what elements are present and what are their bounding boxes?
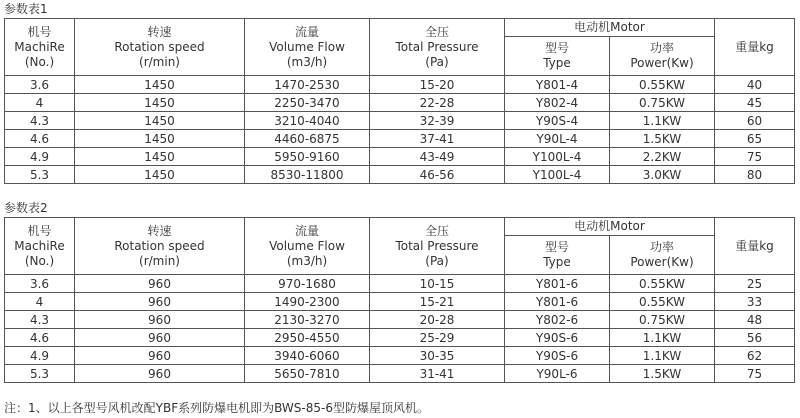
speed-header-line: 转速 [147, 223, 172, 238]
pressure-cell: 20-28 [370, 311, 505, 329]
machine-no-cell: 3.6 [5, 76, 75, 94]
speed-header-line: (r/min) [139, 253, 180, 268]
weight-header: 重量kg [715, 19, 795, 76]
flow-header-line: 流量 [294, 223, 319, 238]
speed-header [75, 19, 245, 76]
machine-header-line: MachiRe [14, 39, 65, 54]
machine-no-cell: 4.9 [5, 148, 75, 166]
table-row [5, 311, 795, 329]
pressure-cell: 15-20 [370, 76, 505, 94]
power-cell: 0.55KW [610, 293, 715, 311]
pressure-cell: 22-28 [370, 94, 505, 112]
speed-cell: 1450 [75, 130, 245, 148]
speed-cell: 960 [75, 347, 245, 365]
table-row [5, 166, 795, 184]
speed-header-line: Rotation speed [114, 238, 205, 253]
machine-no-cell: 3.6 [5, 275, 75, 293]
table-row [5, 347, 795, 365]
pressure-cell: 30-35 [370, 347, 505, 365]
footnote: 注：1、以上各型号风机改配YBF系列防爆电机即为BWS-85-6型防爆屋顶风机。 [4, 401, 429, 415]
motor-power-header-line: 功率 [649, 41, 674, 55]
power-cell: 1.1KW [610, 112, 715, 130]
flow-cell: 2250-3470 [245, 94, 370, 112]
table-row [5, 130, 795, 148]
flow-header [245, 218, 370, 275]
motor-power-header-line: Power(Kw) [630, 56, 694, 70]
weight-cell: 45 [715, 94, 795, 112]
speed-cell: 960 [75, 365, 245, 383]
flow-cell: 8530-11800 [245, 166, 370, 184]
power-cell: 0.55KW [610, 275, 715, 293]
motor-type-cell: Y801-6 [505, 275, 610, 293]
pressure-cell: 10-15 [370, 275, 505, 293]
machine-header [5, 19, 75, 76]
table-row [5, 148, 795, 166]
machine-header-line: (No.) [24, 54, 55, 69]
flow-header [245, 19, 370, 76]
power-cell: 1.5KW [610, 130, 715, 148]
machine-header-line: (No.) [24, 253, 55, 268]
motor-type-cell: Y90L-6 [505, 365, 610, 383]
speed-cell: 1450 [75, 94, 245, 112]
speed-header-line: 转速 [147, 24, 172, 39]
pressure-header-line: 全压 [424, 223, 449, 238]
pressure-header-line: (Pa) [425, 54, 449, 69]
parameter-table-1 [4, 18, 795, 184]
power-cell: 0.75KW [610, 94, 715, 112]
motor-type-cell: Y801-4 [505, 76, 610, 94]
flow-cell: 2130-3270 [245, 311, 370, 329]
motor-power-header [610, 236, 715, 275]
speed-header-line: Rotation speed [114, 39, 205, 54]
motor-type-header [505, 236, 610, 275]
motor-power-header [610, 37, 715, 76]
speed-header-line: (r/min) [139, 54, 180, 69]
speed-cell: 960 [75, 293, 245, 311]
speed-cell: 1450 [75, 166, 245, 184]
power-cell: 1.1KW [610, 347, 715, 365]
motor-type-cell: Y90S-6 [505, 329, 610, 347]
speed-cell: 1450 [75, 112, 245, 130]
motor-type-header-line: 型号 [544, 240, 569, 254]
flow-cell: 4460-6875 [245, 130, 370, 148]
weight-cell: 48 [715, 311, 795, 329]
parameter-table-2 [4, 217, 795, 383]
flow-cell: 5650-7810 [245, 365, 370, 383]
machine-header-line: 机号 [27, 223, 52, 238]
pressure-cell: 25-29 [370, 329, 505, 347]
flow-cell: 970-1680 [245, 275, 370, 293]
machine-header-line: MachiRe [14, 238, 65, 253]
motor-type-cell: Y90L-4 [505, 130, 610, 148]
pressure-cell: 37-41 [370, 130, 505, 148]
table-1-caption: 参数表1 [4, 2, 48, 16]
table-row [5, 293, 795, 311]
flow-header-line: 流量 [294, 24, 319, 39]
motor-type-header-line: 型号 [544, 41, 569, 55]
motor-header: 电动机Motor [505, 218, 715, 236]
motor-type-header-line: Type [543, 56, 571, 70]
power-cell: 0.75KW [610, 311, 715, 329]
speed-cell: 1450 [75, 148, 245, 166]
weight-cell: 60 [715, 112, 795, 130]
pressure-header [370, 218, 505, 275]
table-row [5, 329, 795, 347]
weight-header: 重量kg [715, 218, 795, 275]
weight-cell: 75 [715, 365, 795, 383]
motor-power-header-line: Power(Kw) [630, 255, 694, 269]
motor-power-header-line: 功率 [649, 240, 674, 254]
table-row [5, 76, 795, 94]
flow-cell: 2950-4550 [245, 329, 370, 347]
pressure-header-line: (Pa) [425, 253, 449, 268]
flow-header-line: Volume Flow [269, 39, 345, 54]
table-row [5, 94, 795, 112]
motor-type-cell: Y802-6 [505, 311, 610, 329]
pressure-header-line: Total Pressure [395, 39, 479, 54]
motor-type-cell: Y100L-4 [505, 148, 610, 166]
pressure-header-line: Total Pressure [395, 238, 479, 253]
machine-header-line: 机号 [27, 24, 52, 39]
machine-no-cell: 4 [5, 94, 75, 112]
speed-cell: 960 [75, 275, 245, 293]
speed-header [75, 218, 245, 275]
pressure-cell: 32-39 [370, 112, 505, 130]
pressure-header [370, 19, 505, 76]
machine-no-cell: 5.3 [5, 166, 75, 184]
speed-cell: 1450 [75, 76, 245, 94]
speed-cell: 960 [75, 311, 245, 329]
weight-cell: 80 [715, 166, 795, 184]
flow-cell: 1470-2530 [245, 76, 370, 94]
machine-header [5, 218, 75, 275]
power-cell: 2.2KW [610, 148, 715, 166]
flow-cell: 3210-4040 [245, 112, 370, 130]
motor-type-cell: Y90S-4 [505, 112, 610, 130]
weight-cell: 62 [715, 347, 795, 365]
machine-no-cell: 4.3 [5, 112, 75, 130]
flow-header-line: (m3/h) [286, 253, 328, 268]
power-cell: 1.5KW [610, 365, 715, 383]
flow-cell: 1490-2300 [245, 293, 370, 311]
flow-header-line: (m3/h) [286, 54, 328, 69]
machine-no-cell: 4.3 [5, 311, 75, 329]
speed-cell: 960 [75, 329, 245, 347]
pressure-cell: 15-21 [370, 293, 505, 311]
motor-type-header [505, 37, 610, 76]
weight-cell: 56 [715, 329, 795, 347]
weight-cell: 33 [715, 293, 795, 311]
flow-header-line: Volume Flow [269, 238, 345, 253]
table-row [5, 275, 795, 293]
pressure-cell: 43-49 [370, 148, 505, 166]
table-row [5, 365, 795, 383]
header-row [5, 19, 795, 37]
machine-no-cell: 4 [5, 293, 75, 311]
motor-type-header-line: Type [543, 255, 571, 269]
motor-header: 电动机Motor [505, 19, 715, 37]
pressure-header-line: 全压 [424, 24, 449, 39]
power-cell: 3.0KW [610, 166, 715, 184]
motor-type-cell: Y802-4 [505, 94, 610, 112]
power-cell: 0.55KW [610, 76, 715, 94]
motor-type-cell: Y90S-6 [505, 347, 610, 365]
motor-type-cell: Y100L-4 [505, 166, 610, 184]
weight-cell: 25 [715, 275, 795, 293]
weight-cell: 75 [715, 148, 795, 166]
machine-no-cell: 5.3 [5, 365, 75, 383]
weight-cell: 40 [715, 76, 795, 94]
flow-cell: 3940-6060 [245, 347, 370, 365]
machine-no-cell: 4.6 [5, 329, 75, 347]
weight-cell: 65 [715, 130, 795, 148]
flow-cell: 5950-9160 [245, 148, 370, 166]
power-cell: 1.1KW [610, 329, 715, 347]
table-2-caption: 参数表2 [4, 201, 48, 215]
pressure-cell: 31-41 [370, 365, 505, 383]
motor-type-cell: Y801-6 [505, 293, 610, 311]
header-row [5, 218, 795, 236]
pressure-cell: 46-56 [370, 166, 505, 184]
table-row [5, 112, 795, 130]
machine-no-cell: 4.6 [5, 130, 75, 148]
machine-no-cell: 4.9 [5, 347, 75, 365]
